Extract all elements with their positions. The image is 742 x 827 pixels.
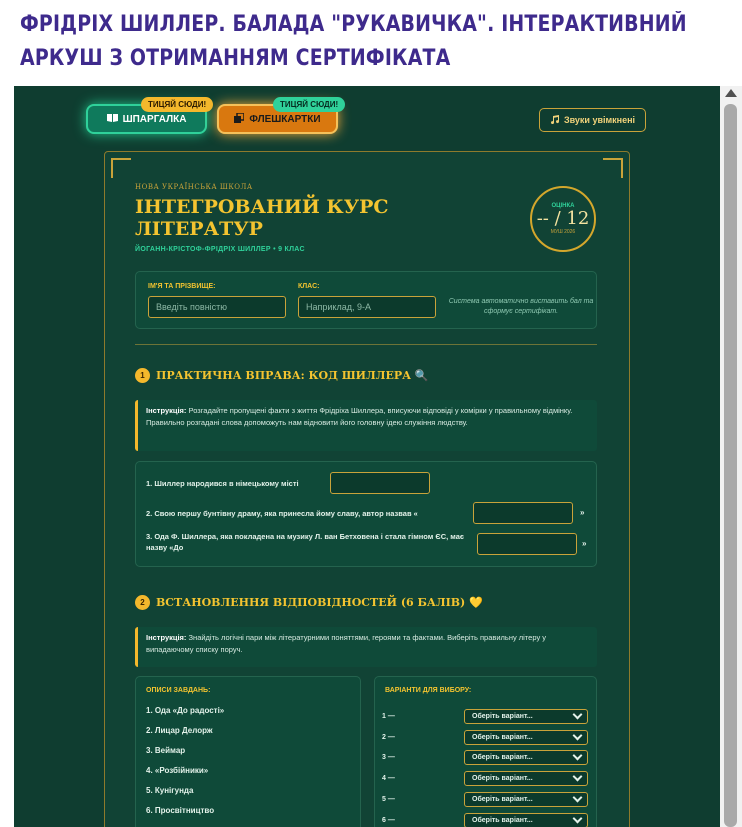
answer-select-3[interactable] <box>464 750 588 765</box>
question-3: 3. Ода Ф. Шиллера, яка покладена на музику Л. ван Бетховена і стала гімном ЄС, має назву «До <box>146 532 465 552</box>
instruction-text: Розгадайте пропущені факти з життя Фрідріха Шиллера, вписуючи відповіді у комірки у правильному відмінку. Правильно розгадані слова допоможуть нам відновити його головну ідею служіння людству. <box>146 406 573 427</box>
description-item: 5. Кунігунда <box>146 786 194 795</box>
chevron-down-icon <box>573 731 583 741</box>
chevron-down-icon <box>573 814 583 824</box>
sound-toggle-button[interactable] <box>539 108 646 132</box>
hint-tag-cheat: ТИЦЯЙ СЮДИ! <box>141 97 213 112</box>
name-input[interactable]: Введіть повністю <box>148 296 286 318</box>
corner-ornament <box>603 158 623 178</box>
description-item: 4. «Розбійники» <box>146 766 209 775</box>
options-heading: ВАРІАНТИ ДЛЯ ВИБОРУ: <box>385 687 472 694</box>
option-number: 3 — <box>382 754 395 761</box>
chevron-down-icon <box>573 793 583 803</box>
section2-title-text: ВСТАНОВЛЕННЯ ВІДПОВІДНОСТЕЙ (6 БАЛІВ) 💛 <box>156 596 483 609</box>
option-number: 6 — <box>382 817 395 824</box>
question-1: 1. Шиллер народився в німецькому місті <box>146 479 299 488</box>
section-number: 2 <box>135 595 150 610</box>
chevron-down-icon <box>573 772 583 782</box>
descriptions-column <box>135 676 361 827</box>
descriptions-heading: ОПИСИ ЗАВДАНЬ: <box>146 687 211 694</box>
scroll-up-arrow-icon[interactable] <box>725 89 737 97</box>
grade-badge <box>530 186 596 252</box>
answer-select-4[interactable] <box>464 771 588 786</box>
answer-input-2[interactable] <box>473 502 573 524</box>
select-label: Оберіть варіант... <box>472 817 533 824</box>
description-item: 3. Веймар <box>146 746 186 755</box>
auto-note: Система автоматично виставить бал та сформує сертифікат. <box>448 298 594 315</box>
instruction-text: Знайдіть логічні пари між літературними поняттями, героями та фактами. Виберіть правильну літеру у випадаючому списку поруч. <box>146 633 547 654</box>
worksheet-frame <box>14 86 720 827</box>
answer-input-1[interactable] <box>330 472 430 494</box>
closing-quote: » <box>582 539 587 548</box>
section1-title-text: ПРАКТИЧНА ВПРАВА: КОД ШИЛЛЕРА 🔍 <box>156 369 429 382</box>
class-input[interactable]: Наприклад, 9-А <box>298 296 436 318</box>
select-label: Оберіть варіант... <box>472 713 533 720</box>
hint-tag-flash: ТИЦЯЙ СЮДИ! <box>273 97 345 112</box>
closing-quote: » <box>580 508 585 517</box>
grade-sub: МУШ 2026 <box>550 229 576 235</box>
book-icon <box>107 113 118 125</box>
description-item: 2. Лицар Делорж <box>146 726 213 735</box>
scroll-thumb[interactable] <box>724 104 737 827</box>
option-number: 2 — <box>382 734 395 741</box>
select-label: Оберіть варіант... <box>472 796 533 803</box>
class-label: КЛАС: <box>298 283 320 290</box>
chevron-down-icon <box>573 751 583 761</box>
question-2: 2. Свою першу бунтівну драму, яка принесла йому славу, автор назвав « <box>146 509 418 518</box>
option-number: 5 — <box>382 796 395 803</box>
divider <box>135 344 597 345</box>
answer-select-1[interactable] <box>464 709 588 724</box>
section1-instruction <box>135 400 597 451</box>
course-title: ІНТЕГРОВАНИЙ КУРС ЛІТЕРАТУР <box>135 196 389 240</box>
section2-title <box>135 595 483 610</box>
select-label: Оберіть варіант... <box>472 775 533 782</box>
name-label: ІМ'Я ТА ПРІЗВИЩЕ: <box>148 283 216 290</box>
option-number: 4 — <box>382 775 395 782</box>
select-label: Оберіть варіант... <box>472 734 533 741</box>
instruction-bold: Інструкція: <box>146 633 187 642</box>
option-number: 1 — <box>382 713 395 720</box>
fill-in-quiz <box>135 461 597 567</box>
section1-title <box>135 368 429 383</box>
school-label: НОВА УКРАЇНСЬКА ШКОЛА <box>135 183 253 191</box>
answer-select-6[interactable] <box>464 813 588 827</box>
answer-select-2[interactable] <box>464 730 588 745</box>
flashcards-label: ФЛЕШКАРТКИ <box>249 113 321 125</box>
answer-select-5[interactable] <box>464 792 588 807</box>
chevron-down-icon <box>573 710 583 720</box>
grade-value: -- / 12 <box>536 208 590 229</box>
options-column <box>374 676 597 827</box>
scrollbar[interactable] <box>720 86 742 827</box>
page-title: ФРІДРІХ ШИЛЛЕР. БАЛАДА "РУКАВИЧКА". ІНТЕРАКТИВНИЙ АРКУШ З ОТРИМАННЯМ СЕРТИФІКАТА <box>20 12 687 71</box>
cheat-sheet-label: ШПАРГАЛКА <box>122 113 187 125</box>
corner-ornament <box>111 158 131 178</box>
section-number: 1 <box>135 368 150 383</box>
description-item: 6. Просвітництво <box>146 806 215 815</box>
instruction-bold: Інструкція: <box>146 406 187 415</box>
worksheet-card <box>104 151 630 827</box>
section2-instruction <box>135 627 597 667</box>
grade-label: ОЦІНКА <box>551 203 575 209</box>
cards-icon <box>234 113 244 126</box>
description-item: 1. Ода «До радості» <box>146 706 225 715</box>
select-label: Оберіть варіант... <box>472 754 533 761</box>
author-subtitle: ЙОГАНН-КРІСТОФ-ФРІДРІХ ШИЛЛЕР • 9 КЛАС <box>135 246 305 253</box>
answer-input-3[interactable] <box>477 533 577 555</box>
music-note-icon <box>550 115 559 126</box>
student-info-panel <box>135 271 597 329</box>
sound-label: Звуки увімкнені <box>563 115 636 125</box>
